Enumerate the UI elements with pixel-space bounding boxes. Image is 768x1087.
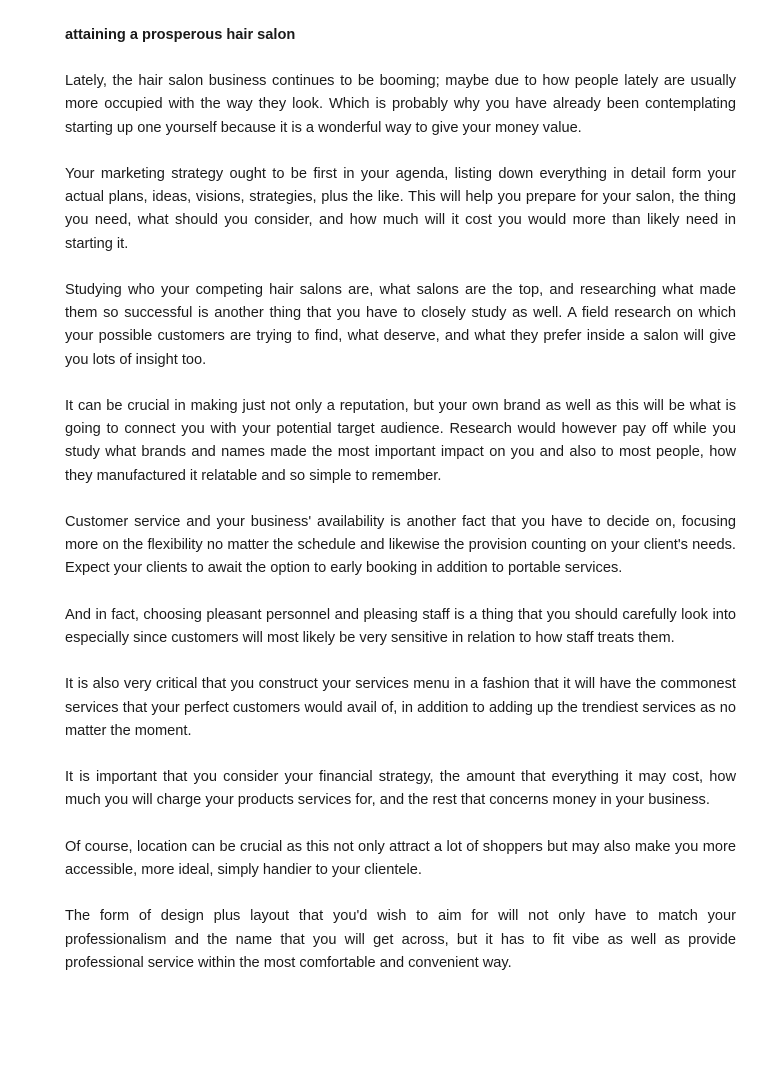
paragraph-6: And in fact, choosing pleasant personnel and pleasing staff is a thing that you should carefully look into especially since customers will most likely be very sensitive in relation to how staff treats them. <box>65 606 736 646</box>
paragraph-1: Lately, the hair salon business continues to be booming; maybe due to how people lately are usually more occupied with the way they look. Which is probably why you have already been contemplating starting up one yourself because it is a wonderful way to give your money value. <box>65 73 736 136</box>
paragraph-7: It is also very critical that you construct your services menu in a fashion that it will have the commonest services that your perfect customers would avail of, in addition to adding up the trendiest services as no matter the moment. <box>65 676 736 739</box>
paragraph-8: It is important that you consider your financial strategy, the amount that everything it may cost, how much you will charge your products services for, and the rest that concerns money in your business. <box>65 769 736 809</box>
paragraph-4: It can be crucial in making just not only a reputation, but your own brand as well as this will be what is going to connect you with your potential target audience. Research would however pay off while you study what brands and names made the most important impact on you and also to most people, how they manufactured it relatable and so simple to remember. <box>65 398 736 484</box>
document-page <box>65 24 736 998</box>
document-title: attaining a prosperous hair salon <box>65 27 296 43</box>
paragraph-5: Customer service and your business' availability is another fact that you have to decide on, focusing more on the flexibility no matter the schedule and likewise the provision counting on your client's needs. Expect your clients to await the option to early booking in addition to portable services. <box>65 514 736 577</box>
paragraph-3: Studying who your competing hair salons are, what salons are the top, and researching what made them so successful is another thing that you have to closely study as well. A field research on which your possible customers are trying to find, what deserve, and what they prefer inside a salon will give you lots of insight too. <box>65 282 736 368</box>
paragraph-2: Your marketing strategy ought to be first in your agenda, listing down everything in detail form your actual plans, ideas, visions, strategies, plus the like. This will help you prepare for your salon, the thing you need, what should you consider, and how much will it cost you would more than likely need in starting it. <box>65 166 736 252</box>
paragraph-9: Of course, location can be crucial as this not only attract a lot of shoppers but may also make you more accessible, more ideal, simply handier to your clientele. <box>65 838 736 878</box>
paragraph-10: The form of design plus layout that you'd wish to aim for will not only have to match your professionalism and the name that you will get across, but it has to fit vibe as well as provide professional service within the most comfortable and convenient way. <box>65 908 736 971</box>
